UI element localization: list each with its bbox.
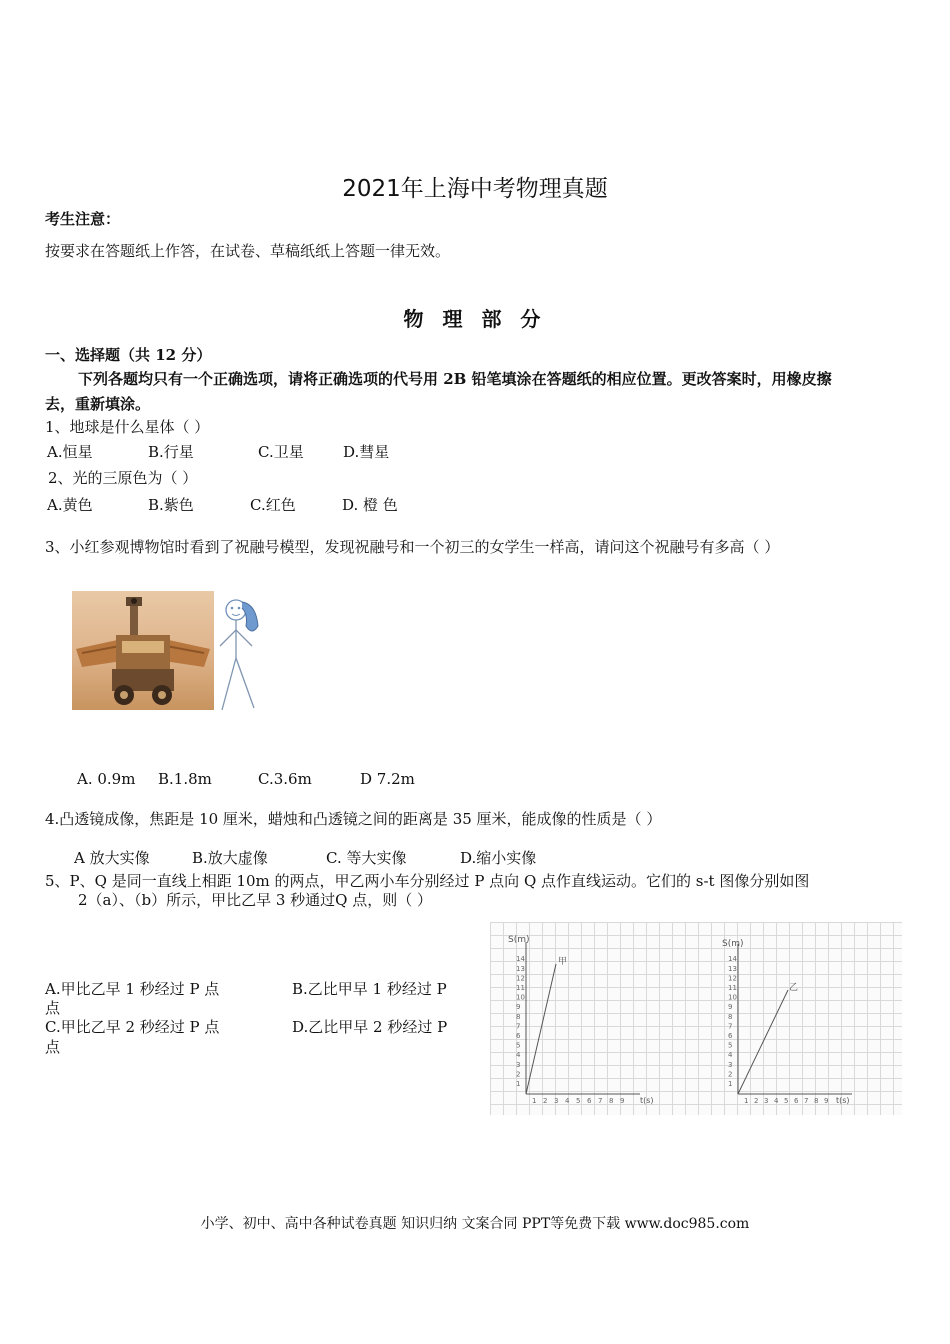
graph-a-y-tick-7: 7 [516,1022,521,1031]
graph-a-y-tick-5: 5 [516,1041,521,1050]
graph-b-y-tick-4: 4 [728,1051,733,1060]
part1-instruction-line1: 下列各题均只有一个正确选项，请将正确选项的代号用 2B 铅笔填涂在答题纸的相应位置。更改答案时，用橡皮擦 [78,370,832,388]
graph-a-y-tick-4: 4 [516,1051,521,1060]
q5-option-b: B.乙比甲早 1 秒经过 P [292,980,447,998]
graph-b-x-tick-9: 9 [824,1097,829,1105]
graph-b-y-tick-8: 8 [728,1012,733,1021]
graph-a-y-tick-1: 1 [516,1080,521,1088]
graph-b-y-tick-3: 3 [728,1060,733,1069]
q3-option-b: B.1.8m [158,770,212,788]
graph-b-x-tick-1: 1 [744,1097,749,1105]
graph-b-x-tick-6: 6 [794,1097,799,1105]
graph-b-y-tick-5: 5 [728,1041,733,1050]
page-title: 2021年上海中考物理真题 [342,176,608,202]
graph-a-x-tick-4: 4 [565,1097,570,1105]
student-stick-figure [212,596,262,714]
graph-a-y-tick-10: 10 [516,993,525,1002]
q3-option-d: D 7.2m [360,770,415,788]
graph-a-xlabel: t(s) [640,1096,654,1105]
q2-option-c: C.红色 [250,496,296,514]
q5-option-a: A.甲比乙早 1 秒经过 P 点 [45,980,220,998]
q5-option-c: C.甲比乙早 2 秒经过 P 点 [45,1018,220,1036]
q4-option-b: B.放大虚像 [192,849,268,867]
q5-option-d-wrap: 点 [45,1038,61,1056]
q3-stem: 3、小红参观博物馆时看到了祝融号模型，发现祝融号和一个初三的女学生一样高，请问这个祝融号有多高（ ） [45,538,780,556]
graph-b-y-tick-2: 2 [728,1070,733,1079]
graph-b-x-tick-4: 4 [774,1097,779,1105]
graph-a-x-tick-2: 2 [543,1097,548,1105]
part1-heading: 一、选择题（共 12 分） [45,346,212,364]
graph-a-x-tick-8: 8 [609,1097,614,1105]
graph-b-y-tick-1: 1 [728,1080,733,1088]
graph-a-ylabel: S(m) [508,935,530,945]
graph-a-y-tick-2: 2 [516,1070,521,1079]
q2-option-d: D. 橙 色 [342,496,398,514]
graph-b-x-tick-5: 5 [784,1097,789,1105]
rover-model-image [72,591,214,710]
graph-a-y-tick-9: 9 [516,1003,521,1012]
graph-b-x-tick-3: 3 [764,1097,769,1105]
notice-text: 按要求在答题纸上作答，在试卷、草稿纸纸上答题一律无效。 [45,242,451,260]
q5-option-b-wrap: 点 [45,999,61,1017]
notice-heading: 考生注意： [45,210,121,228]
q4-stem: 4.凸透镜成像，焦距是 10 厘米，蜡烛和凸透镜之间的距离是 35 厘米，能成像的性质是（ ） [45,810,662,828]
q3-option-a: A. 0.9m [77,770,136,788]
q4-option-c: C. 等大实像 [326,849,407,867]
st-graph-a [526,942,640,1094]
graph-a-y-tick-11: 11 [516,984,525,992]
part1-instruction-line2: 去，重新填涂。 [45,395,151,413]
graph-b-y-tick-12: 12 [728,974,737,983]
graph-a-x-tick-9: 9 [620,1097,625,1105]
graph-b-y-tick-14: 14 [728,955,737,964]
graph-a-y-tick-12: 12 [516,974,525,983]
graph-b-x-tick-8: 8 [814,1097,819,1105]
graph-b-y-tick-6: 6 [728,1032,733,1040]
st-graph-b [738,944,852,1094]
graph-a-y-tick-6: 6 [516,1032,521,1040]
graph-b-y-tick-9: 9 [728,1003,733,1012]
graph-b-y-tick-11: 11 [728,984,737,992]
q1-option-c: C.卫星 [258,443,304,461]
graph-a-y-tick-3: 3 [516,1060,521,1069]
q5-option-d: D.乙比甲早 2 秒经过 P [292,1018,448,1036]
q5-stem-line1: 5、P、Q 是同一直线上相距 10m 的两点，甲乙两小车分别经过 P 点向 Q 点作直线运动。它们的 s-t 图像分别如图 [45,872,810,890]
graph-a-y-tick-14: 14 [516,955,525,964]
q2-stem: 2、光的三原色为（ ） [48,469,198,487]
footer-text: 小学、初中、高中各种试卷真题 知识归纳 文案合同 PPT等免费下载 www.doc985.com [200,1216,750,1232]
graph-b-y-tick-7: 7 [728,1022,733,1031]
q5-stem-line2: 2（a）、（b）所示，甲比乙早 3 秒通过Q 点，则（ ） [78,891,433,909]
graph-a-x-tick-5: 5 [576,1097,581,1105]
graph-a-x-tick-6: 6 [587,1097,592,1105]
q4-option-d: D.缩小实像 [460,849,537,867]
q4-option-a: A 放大实像 [74,849,150,867]
graph-b-y-tick-13: 13 [728,964,737,973]
graph-b-x-tick-7: 7 [804,1097,809,1105]
q1-option-a: A.恒星 [47,443,93,461]
graph-b-xlabel: t(s) [836,1096,850,1105]
graph-a-x-tick-7: 7 [598,1097,603,1105]
q2-option-a: A.黄色 [47,496,93,514]
graph-a-x-tick-3: 3 [554,1097,559,1105]
graph-b-y-tick-10: 10 [728,993,737,1002]
q1-option-d: D.彗星 [343,443,390,461]
graph-a-y-tick-13: 13 [516,964,525,973]
section-title: 物 理 部 分 [403,307,547,331]
q1-option-b: B.行星 [148,443,194,461]
graph-a-y-tick-8: 8 [516,1012,521,1021]
q2-option-b: B.紫色 [148,496,194,514]
graph-a-series-label: 甲 [558,957,568,967]
q1-stem: 1、地球是什么星体（ ） [45,418,210,436]
graph-b-series-label: 乙 [789,983,799,993]
q3-option-c: C.3.6m [258,770,312,788]
graph-b-ylabel: S(m) [722,939,744,949]
graph-b-x-tick-2: 2 [754,1097,759,1105]
st-graphs-figure [490,922,902,1115]
graph-a-x-tick-1: 1 [532,1097,537,1105]
